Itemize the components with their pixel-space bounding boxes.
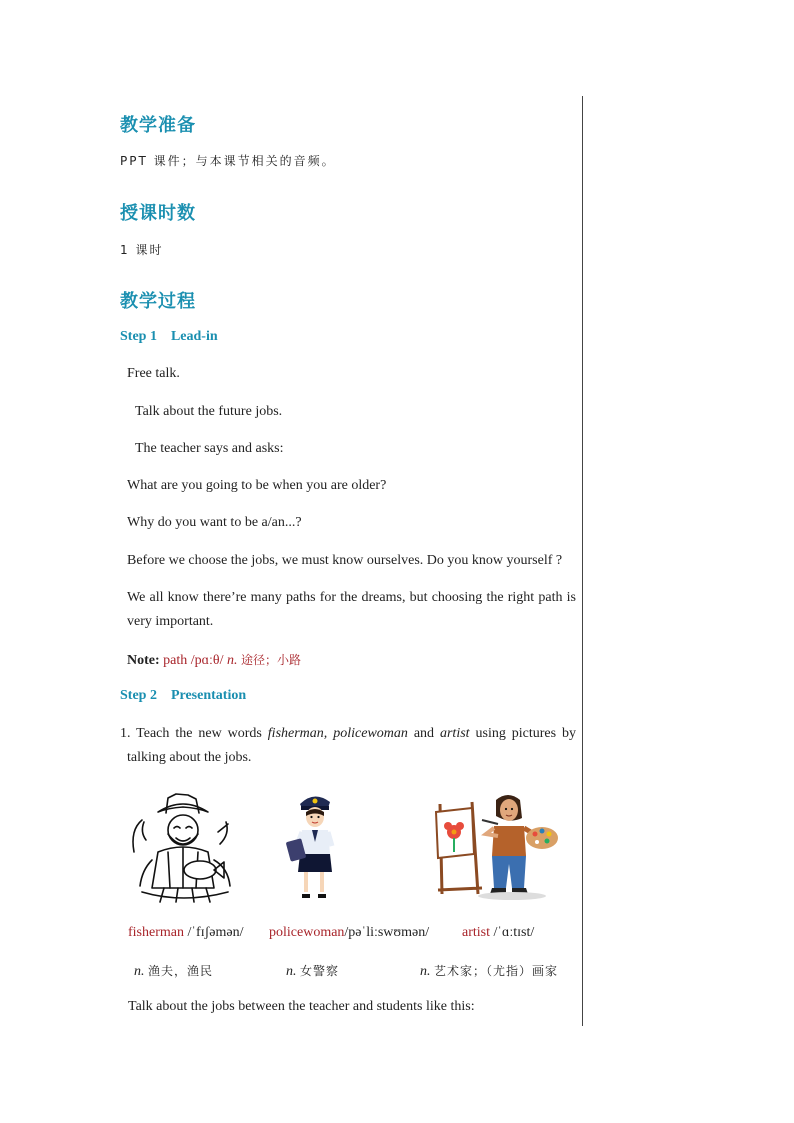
meaning-artist-pos: n. [420,964,431,979]
meaning-policewoman-chinese: 女警察 [300,964,340,978]
word-fisherman: fisherman, [267,726,328,741]
line-question-older: What are you going to be when you are older? [127,478,387,493]
meaning-artist [420,962,558,980]
margin-rule [582,96,583,1026]
step1-number: Step 1 [120,329,157,344]
line-question-why: Why do you want to be a/an...? [127,515,302,530]
vocab-policewoman-word: policewoman [269,925,345,940]
heading-hours: 授课时数 [120,203,196,224]
word-artist: artist [439,726,470,741]
teach-suffix: using pictures by [475,726,577,741]
step2-heading [120,688,246,704]
meaning-fisherman-chinese: 渔夫，渔民 [148,964,214,978]
artist-illustration [432,790,560,902]
teach-words-line2: talking about the jobs. [127,750,252,765]
hours-text: 1 课时 [120,243,164,257]
meaning-fisherman-pos: n. [134,964,145,979]
meaning-policewoman-pos: n. [286,964,297,979]
preparation-text: PPT 课件；与本课节相关的音频。 [120,154,336,168]
teach-prefix: 1. Teach the new words [120,726,262,741]
fisherman-illustration [128,792,240,904]
heading-preparation: 教学准备 [120,115,196,136]
meaning-policewoman [286,962,339,980]
note-chinese: 途径；小路 [240,653,301,667]
line-teacher-asks: The teacher says and asks: [135,441,284,456]
step1-title: Lead-in [170,329,218,344]
step2-title: Presentation [170,688,247,703]
note-pos: n. [226,653,238,668]
word-policewoman: policewoman [333,726,408,741]
vocab-fisherman-word: fisherman [128,925,184,940]
note-label: Note: [127,653,160,668]
paragraph-paths-line2: very important. [127,614,214,629]
note-line [127,651,301,669]
line-free-talk: Free talk. [127,366,180,381]
teach-words-line1 [120,726,576,742]
paragraph-paths-line1: We all know there’re many paths for the dreams, but choosing the right path is [127,590,576,605]
note-word: path /pɑːθ/ [163,653,224,668]
step2-number: Step 2 [120,688,157,703]
talk-about-jobs: Talk about the jobs between the teacher and students like this: [128,999,475,1014]
line-future-jobs: Talk about the future jobs. [135,404,283,419]
vocab-artist-phonetic: /ˈɑːtɪst/ [493,925,535,940]
policewoman-illustration [282,792,346,904]
vocab-artist-word: artist [462,925,490,940]
word-and: and [413,726,435,741]
step1-heading [120,329,218,345]
meaning-artist-chinese: 艺术家；（尤指）画家 [434,964,559,978]
meaning-fisherman [134,962,213,980]
line-know-yourself: Before we choose the jobs, we must know ourselves. Do you know yourself ? [127,553,563,568]
heading-process: 教学过程 [120,291,196,312]
vocab-policewoman [269,925,429,941]
vocab-artist [462,925,534,941]
vocab-fisherman-phonetic: /ˈfɪʃəmən/ [187,925,244,940]
vocab-fisherman [128,925,243,941]
vocab-policewoman-phonetic: /pəˈliːswʊmən/ [344,925,430,940]
